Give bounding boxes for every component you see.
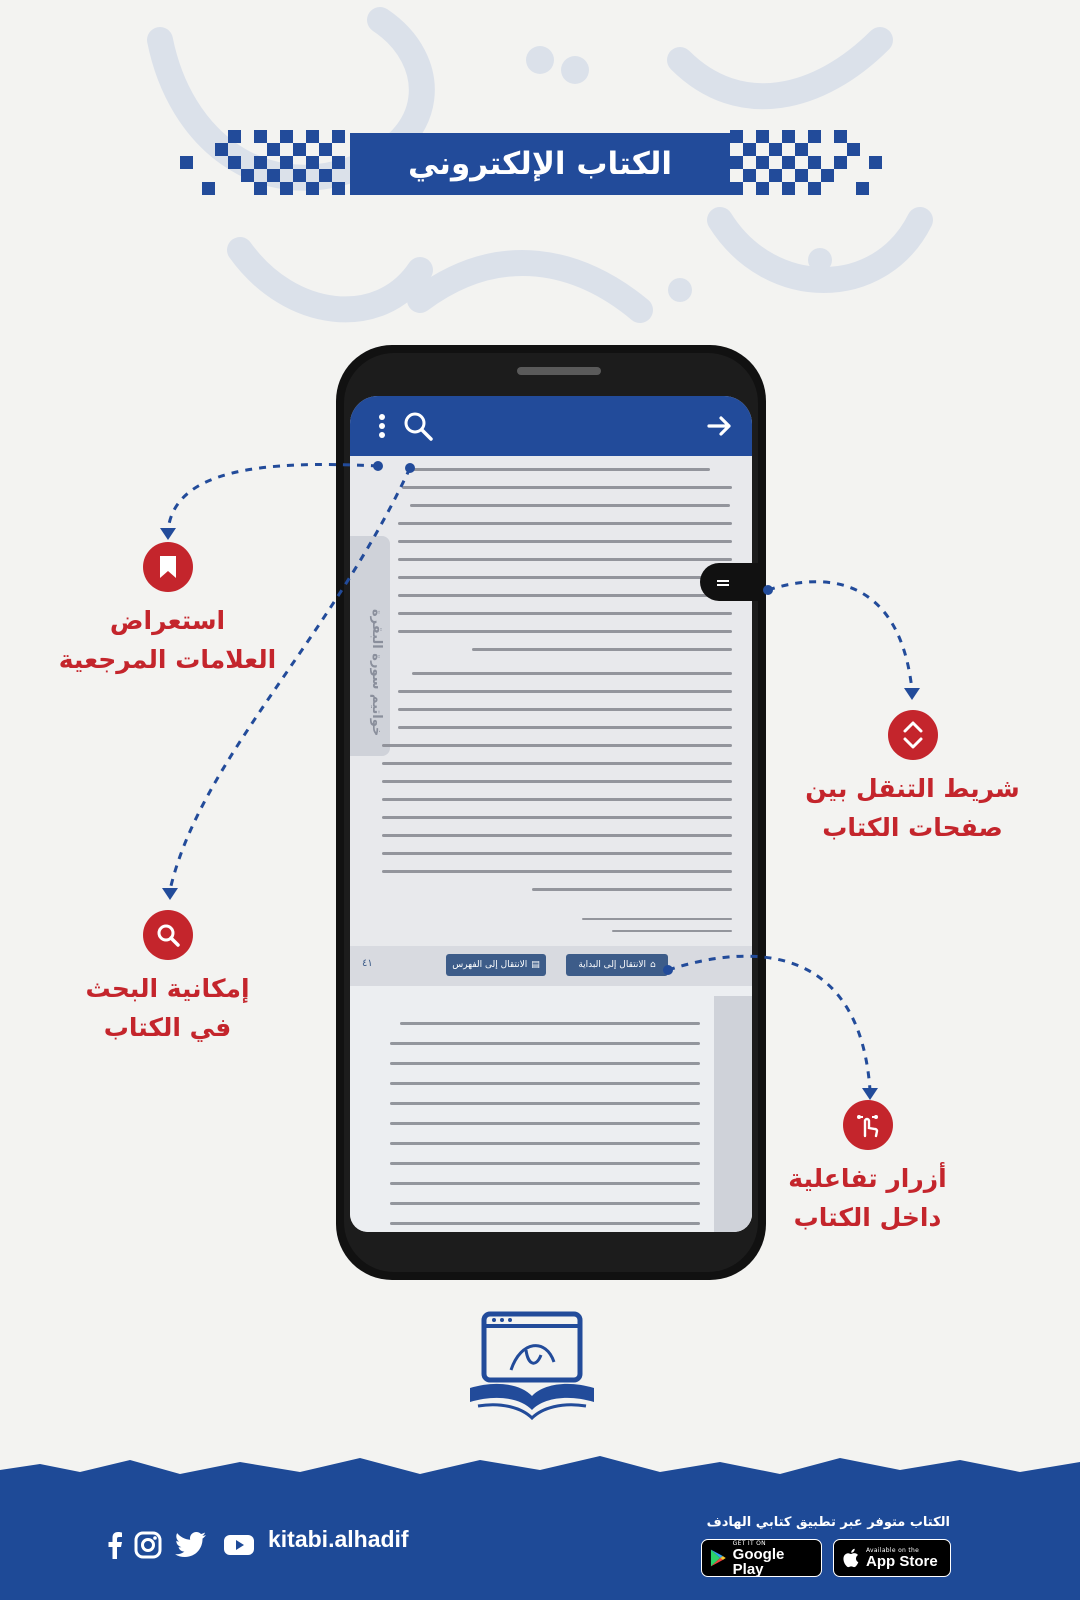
bookmark-icon — [143, 542, 193, 592]
google-play-button[interactable] — [701, 1539, 822, 1577]
feature-interactive-buttons — [730, 1100, 1005, 1238]
brand-logo — [466, 1310, 598, 1422]
apple-icon — [842, 1548, 860, 1568]
feature-page-slider-label: شريط التنقل بين صفحات الكتاب — [805, 774, 1020, 842]
feature-page-slider — [775, 710, 1050, 848]
app-store-button[interactable] — [833, 1539, 951, 1577]
go-to-start-label: الانتقال إلى البداية — [578, 960, 646, 970]
google-play-text: Google Play — [732, 1545, 785, 1578]
feature-bookmarks-label: استعراض العلامات المرجعية — [58, 606, 277, 674]
home-icon: ⌂ — [649, 960, 656, 970]
search-feature-icon — [143, 910, 193, 960]
page-number: ٤١ — [362, 958, 373, 969]
feature-search-label: إمكانية البحث في الكتاب — [85, 974, 250, 1042]
book-tab-title: خواتيم سورة البقرة — [369, 608, 384, 736]
google-play-icon — [710, 1548, 727, 1568]
google-play-small-text: GET IT ON — [732, 1539, 766, 1547]
app-store-small-text: Available on the — [866, 1547, 920, 1554]
app-store-text: App Store — [866, 1553, 938, 1570]
updown-arrows-icon — [888, 710, 938, 760]
facebook-icon[interactable] — [100, 1530, 130, 1560]
hand-touch-icon — [843, 1100, 893, 1150]
go-to-index-label: الانتقال إلى الفهرس — [452, 960, 528, 970]
youtube-icon[interactable] — [222, 1530, 256, 1560]
page-title: الكتاب الإلكتروني — [407, 146, 673, 182]
feature-bookmarks — [30, 542, 305, 680]
social-handle[interactable]: kitabi.alhadif — [268, 1526, 409, 1552]
index-icon: ▤ — [531, 960, 540, 970]
feature-interactive-label: أزرار تفاعلية داخل الكتاب — [788, 1164, 947, 1232]
instagram-icon[interactable] — [133, 1530, 163, 1560]
feature-search — [30, 910, 305, 1048]
availability-text: الكتاب متوفر عبر تطبيق كتابي الهادف — [706, 1515, 950, 1530]
twitter-icon[interactable] — [174, 1530, 210, 1560]
